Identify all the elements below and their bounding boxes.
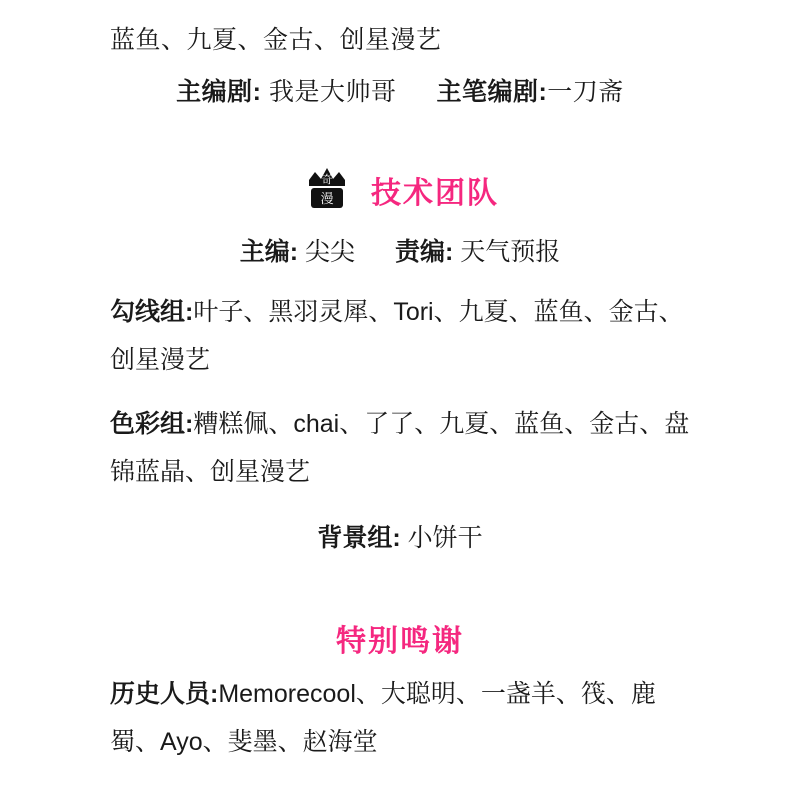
history-members-value: Memorecool、大聪明、一盏羊、筏、鹿蜀、Ayo、斐墨、赵海堂 xyxy=(110,680,656,756)
svg-text:漫: 漫 xyxy=(320,192,334,207)
svg-text:奇: 奇 xyxy=(321,173,333,186)
top-credits-block xyxy=(110,0,690,118)
lineart-group-row xyxy=(110,288,690,384)
color-group-value: 糟糕佩、chai、了了、九夏、蓝鱼、金古、盘锦蓝晶、创星漫艺 xyxy=(110,410,690,486)
lineart-group-label: 勾线组: xyxy=(110,298,194,326)
responsible-editor-value: 天气预报 xyxy=(460,238,561,266)
top-names-line: 蓝鱼、九夏、金古、创星漫艺 xyxy=(110,26,442,54)
chief-editor-value: 尖尖 xyxy=(304,238,355,266)
chief-editor-label: 主编: xyxy=(239,238,299,266)
history-members-row xyxy=(110,670,690,766)
color-group-row xyxy=(110,400,690,496)
history-members-label: 历史人员: xyxy=(110,680,219,708)
lead-writer-label: 主笔编剧: xyxy=(436,78,548,106)
background-group-row xyxy=(110,512,690,564)
color-group-label: 色彩组: xyxy=(110,410,194,438)
special-thanks-heading xyxy=(110,616,690,660)
responsible-editor-label: 责编: xyxy=(395,238,454,266)
special-thanks-title: 特别鸣谢 xyxy=(336,625,464,658)
crown-manga-logo-icon xyxy=(301,164,353,216)
background-group-label: 背景组: xyxy=(317,524,401,552)
tech-team-title: 技术团队 xyxy=(371,177,499,210)
lead-writer-value: 一刀斋 xyxy=(547,78,624,106)
background-group-value: 小饼干 xyxy=(407,524,483,552)
top-roles-line xyxy=(110,66,690,118)
tech-team-editors-line xyxy=(110,226,690,278)
lineart-group-value: 叶子、黑羽灵犀、Tori、九夏、蓝鱼、金古、创星漫艺 xyxy=(110,298,684,374)
tech-team-heading xyxy=(110,164,690,216)
chief-writer-value: 我是大帅哥 xyxy=(268,78,397,106)
chief-writer-label: 主编剧: xyxy=(176,78,262,106)
